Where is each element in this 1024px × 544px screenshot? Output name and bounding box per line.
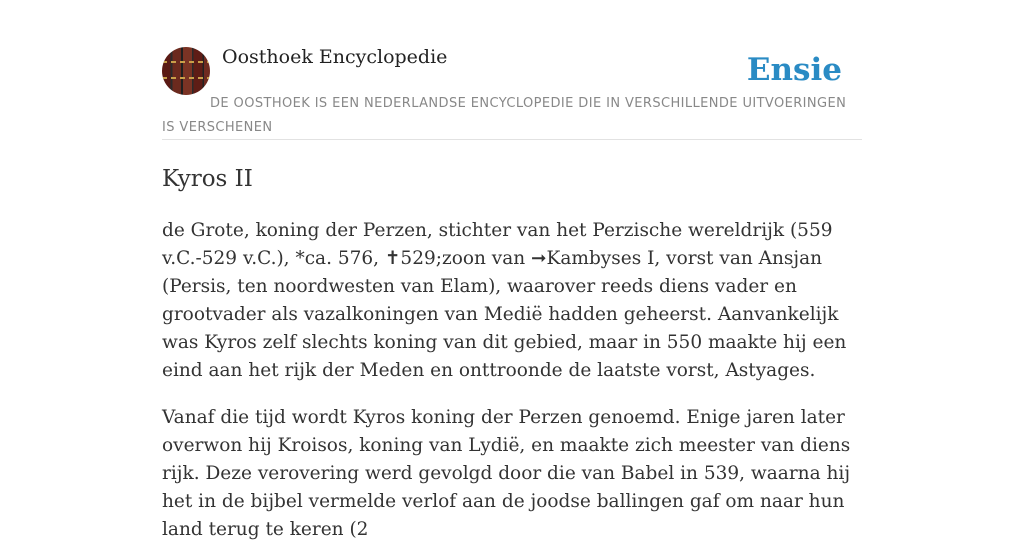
- site-tagline: DE OOSTHOEK IS EEN NEDERLANDSE ENCYCLOPEDIE DIE IN VERSCHILLENDE UITVOERINGEN IS VERSCHENEN: [162, 96, 847, 135]
- page: [162, 0, 862, 544]
- brand-logo[interactable]: Ensie: [746, 52, 842, 88]
- article-paragraph-1: de Grote, koning der Perzen, stichter van het Perzische wereldrijk (559 v.C.-529 v.C.), *ca. 576, ✝529;zoon van ➞Kambyses I, vorst van Ansjan (Persis, ten noordwesten van Elam), waarover reeds diens vader en grootvader als vazalkoningen van Medië hadden geheerst. Aanvankelijk was Kyros zelf slechts koning van dit gebied, maar in 550 maakte hij een eind aan het rijk der Meden en onttroonde de laatste vorst, Astyages.: [162, 220, 847, 381]
- article-title: Kyros II: [162, 166, 253, 192]
- site-avatar[interactable]: [162, 47, 210, 95]
- site-header: [162, 0, 862, 140]
- site-title[interactable]: Oosthoek Encyclopedie: [222, 46, 448, 68]
- article-paragraph-2: Vanaf die tijd wordt Kyros koning der Perzen genoemd. Enige jaren later overwon hij Kroisos, koning van Lydië, en maakte zich meester van diens rijk. Deze verovering werd gevolgd door die van Babel in 539, waarna hij het in de bijbel vermelde verlof aan de joodse ballingen gaf om naar hun land terug te keren (2: [162, 407, 851, 540]
